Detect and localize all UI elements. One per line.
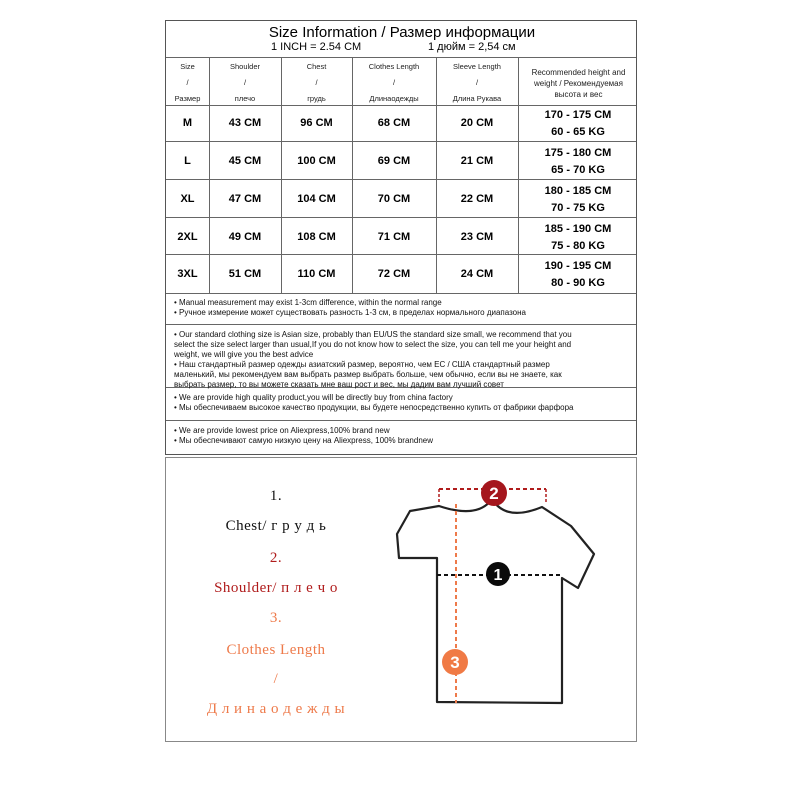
guide-number-3: 3.	[269, 610, 283, 626]
col-header-sleeve-length: Sleeve Length / Длина Рукава	[452, 62, 502, 103]
badge-length-icon	[442, 649, 468, 675]
col-header-recommended: Recommended height and weight / Рекомендуемая высота и вес	[531, 68, 626, 99]
table-row: M 43 CM 96 CM 68 CM 20 CM 170 - 175 CM 60 - 65 KG	[182, 109, 612, 138]
table-row: 2XL 49 CM 108 CM 71 CM 23 CM 185 - 190 CM 75 - 80 KG	[177, 223, 612, 252]
note-quality: • We are provide high quality product,you will be directly buy from china factory • Мы обеспечиваем высокое качество продукции, вы будете непосредственно купить от фабрики фарфора	[174, 393, 574, 412]
measurement-guide	[165, 457, 637, 742]
svg-text:3: 3	[450, 653, 460, 672]
guide-label-shoulder: Shoulder/ п л е ч о	[214, 580, 338, 596]
col-header-size: Size / Размер	[174, 62, 201, 103]
note-measurement: • Manual measurement may exist 1-3cm difference, within the normal range • Ручное измерение может существовать разность 1-3 см, в пределах нормального диапазона	[174, 298, 526, 317]
badge-chest-icon	[486, 562, 510, 586]
guide-label-length: Clothes Length	[226, 642, 326, 658]
chart-title: Size Information / Размер информации	[268, 24, 536, 41]
note-asian-size: • Our standard clothing size is Asian size, probably than EU/US the standard size small, we recommend that you select the size select larger than usual,If you do not know how to select the size, you can tell me your height and weight, we will give you the best advice • Наш стандартный размер одежды азиатский размер, вероятно, чем ЕС / США стандартный размер маленький, мы рекомендуем вам выбрать размер выбрать больше, чем обычно, если вы не знаете, как выбрать размер, то вы можете сказать мне ваш рост и вес, мы дадим вам лучший совет	[174, 330, 572, 389]
size-chart	[165, 20, 637, 455]
guide-label-chest: Chest/ г р у д ь	[225, 518, 327, 534]
table-row: XL 47 CM 104 CM 70 CM 22 CM 180 - 185 CM 70 - 75 KG	[180, 185, 612, 214]
col-header-chest: Chest / грудь	[306, 62, 327, 103]
guide-number-1: 1.	[269, 488, 283, 504]
table-row: L 45 CM 100 CM 69 CM 21 CM 175 - 180 CM 65 - 70 KG	[184, 147, 612, 176]
svg-text:1: 1	[493, 567, 503, 584]
guide-label-length-ru: Д л и н а о д е ж д ы	[206, 701, 346, 717]
table-row: 3XL 51 CM 110 CM 72 CM 24 CM 190 - 195 CM 80 - 90 KG	[177, 260, 612, 289]
badge-shoulder-icon	[481, 480, 507, 506]
note-price: • We are provide lowest price on Aliexpress,100% brand new • Мы обеспечивают самую низкую цену на Aliexpress, 100% brandnew	[174, 426, 433, 445]
col-header-shoulder: Shoulder / плечо	[229, 62, 261, 103]
unit-russian: 1 дюйм = 2,54 см	[428, 41, 516, 53]
svg-text:2: 2	[489, 484, 499, 503]
unit-english: 1 INCH = 2.54 CM	[271, 41, 362, 53]
guide-slash: /	[273, 671, 279, 687]
tshirt-outline	[397, 499, 594, 703]
tshirt-diagram	[166, 458, 636, 741]
guide-number-2: 2.	[269, 550, 283, 566]
col-header-clothes-length: Clothes Length / Длинаодежды	[368, 62, 420, 103]
